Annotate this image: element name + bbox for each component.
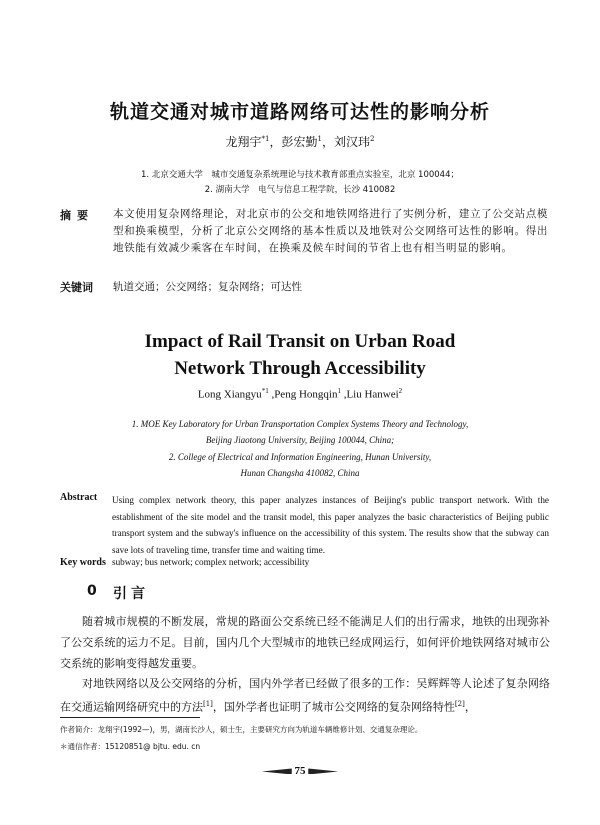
english-title-line-2: Network Through Accessibility [174, 358, 426, 379]
english-keywords-label: Key words [60, 557, 106, 568]
footnote-divider [60, 717, 200, 718]
footnote-author-bio: 作者简介：龙翔宇(1992—)，男，湖南长沙人，硕士生，主要研究方向为轨道车辆维修计划、交通复杂理论。 [60, 725, 423, 734]
english-title-line-1: Impact of Rail Transit on Urban Road [144, 331, 456, 352]
author-2: 彭宏勤 [281, 135, 318, 149]
author-3: 刘汉玮 [334, 135, 371, 149]
english-authors: Long Xiangyu$^{*1}$ ,Peng Hongqin$^1$ ,Liu Hanwei$^2$ [197, 387, 403, 401]
english-title [0, 328, 600, 382]
chinese-affiliation-2: 2. 湖南大学 电气与信息工程学院，长沙 410082 [204, 185, 396, 195]
english-keywords-text: subway; bus network; complex network; accessibility [112, 557, 310, 567]
author-1: 龙翔宇 [225, 135, 262, 149]
page-number: 75 [0, 765, 600, 777]
section-number: 0 [87, 583, 97, 599]
english-abstract-text: Using complex network theory, this paper analyzes instances of Beijing's public transport network. With the establishment of the site model and the transit model, this paper analyzes the basic characteristics of Beijing public transport system and the subway's influence on the accessibility of this system. The results show that the subway can save lots of traveling time, transfer time and waiting time. [112, 495, 549, 555]
chinese-abstract-label: 摘要 [60, 209, 94, 222]
chinese-affiliation-1: 1. 北京交通大学 城市交通复杂系统理论与技术教育部重点实验室，北京 100044； [141, 170, 459, 180]
english-affiliation-2b: Hunan Changsha 410082, China [240, 468, 360, 478]
footnote-corresponding-author: ＊通信作者：15120851@ bjtu. edu. cn [60, 742, 201, 751]
section-title: 引言 [113, 586, 149, 602]
left-arrow-ornament-icon [262, 768, 292, 774]
right-arrow-ornament-icon [308, 768, 338, 774]
chinese-keywords-text: 轨道交通；公交网络；复杂网络；可达性 [113, 281, 302, 293]
chinese-title: 轨道交通对城市道路网络可达性的影响分析 [109, 101, 490, 123]
chinese-keywords-label: 关键词 [60, 281, 93, 294]
english-affiliation-1: 1. MOE Key Laboratory for Urban Transportation Complex Systems Theory and Technology, [131, 419, 469, 429]
citation-1[interactable]: [1] [203, 700, 213, 708]
chinese-authors: 龙翔宇$^{*1}$，彭宏勤$^1$，刘汉玮$^2$ [225, 135, 375, 149]
english-abstract-label: Abstract [60, 492, 98, 503]
english-affiliation-2: 2. College of Electrical and Information Engineering, Hunan University, [168, 452, 432, 462]
citation-2[interactable]: [2] [454, 700, 465, 708]
body-paragraph-2: 对地铁网络以及公交网络的分析，国内外学者已经做了很多的工作：吴辉辉等人论述了复杂网络在交通运输网络研究中的方法[1]，国外学者也证明了城市公交网络的复杂网络特性[2]， [60, 677, 550, 714]
english-affiliation-1b: Beijing Jiaotong University, Beijing 100044, China; [205, 435, 395, 445]
chinese-abstract-text: 本文使用复杂网络理论，对北京市的公交和地铁网络进行了实例分析，建立了公交站点模型和换乘模型，分析了北京公交网络的基本性质以及地铁对公交网络可达性的影响。得出地铁能有效减少乘客在车时间，在换乘及候车时间的节省上也有相当明显的影响。 [113, 208, 548, 254]
body-paragraph-1: 随着城市规模的不断发展，常规的路面公交系统已经不能满足人们的出行需求，地铁的出现弥补了公交系统的运力不足。目前，国内几个大型城市的地铁已经成网运行，如何评价地铁网络对城市公交系统的影响变得越发重要。 [60, 615, 550, 670]
